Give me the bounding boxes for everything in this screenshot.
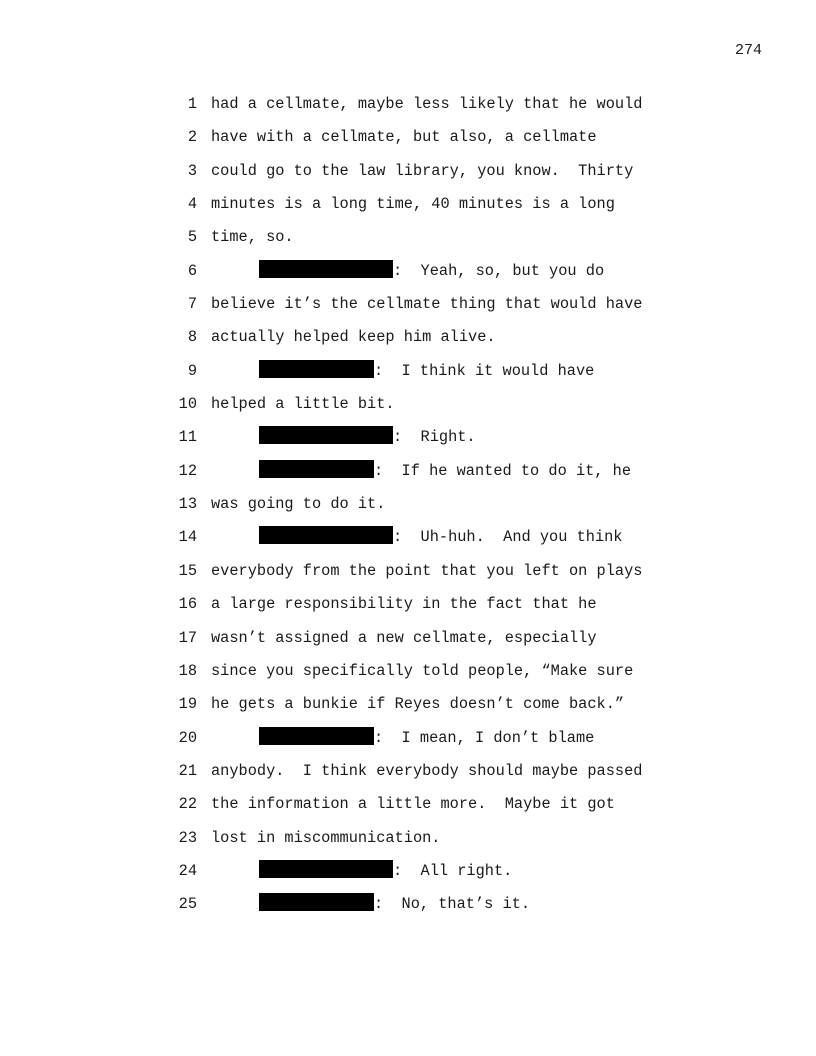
line-number: 16 bbox=[178, 595, 197, 614]
transcript-line bbox=[0, 92, 816, 125]
line-text bbox=[211, 225, 294, 249]
speaker-turn bbox=[259, 459, 631, 483]
speaker-turn bbox=[259, 259, 604, 283]
redacted-speaker-name bbox=[259, 460, 374, 478]
line-number: 7 bbox=[187, 295, 197, 314]
line-text-content: the information a little more. Maybe it got bbox=[211, 795, 615, 814]
line-text-content: lost in miscommunication. bbox=[211, 828, 441, 847]
line-number: 22 bbox=[178, 795, 197, 814]
transcript-body bbox=[0, 92, 816, 926]
line-number: 18 bbox=[178, 661, 197, 680]
line-number: 13 bbox=[178, 495, 197, 514]
line-number: 20 bbox=[178, 728, 197, 747]
line-text bbox=[211, 792, 615, 816]
redacted-speaker-name bbox=[259, 426, 393, 444]
line-text bbox=[211, 92, 642, 116]
transcript-line bbox=[0, 325, 816, 358]
transcript-line bbox=[0, 225, 816, 258]
transcript-line bbox=[0, 626, 816, 659]
line-text-content: : If he wanted to do it, he bbox=[374, 461, 632, 480]
line-number: 3 bbox=[187, 161, 197, 180]
line-text-content: believe it’s the cellmate thing that would have bbox=[211, 295, 643, 314]
redacted-speaker-name bbox=[259, 260, 393, 278]
transcript-line bbox=[0, 659, 816, 692]
line-text-content: could go to the law library, you know. Thirty bbox=[211, 161, 634, 180]
line-number: 4 bbox=[187, 195, 197, 214]
line-number: 21 bbox=[178, 761, 197, 780]
transcript-line bbox=[0, 159, 816, 192]
transcript-line bbox=[0, 359, 816, 392]
line-number: 6 bbox=[187, 261, 197, 280]
line-text-content: : I mean, I don’t blame bbox=[374, 728, 595, 747]
transcript-line bbox=[0, 525, 816, 558]
transcript-line bbox=[0, 726, 816, 759]
line-text bbox=[211, 559, 642, 583]
speaker-turn bbox=[259, 859, 512, 883]
line-number: 19 bbox=[178, 695, 197, 714]
speaker-turn bbox=[259, 359, 594, 383]
line-text bbox=[211, 592, 597, 616]
transcript-line bbox=[0, 592, 816, 625]
redacted-speaker-name bbox=[259, 727, 374, 745]
line-text-content: everybody from the point that you left on plays bbox=[211, 561, 643, 580]
speaker-turn bbox=[259, 425, 476, 449]
line-text bbox=[211, 759, 642, 783]
line-number: 2 bbox=[187, 128, 197, 147]
line-text-content: : I think it would have bbox=[374, 361, 595, 380]
transcript-line bbox=[0, 559, 816, 592]
line-text-content: : Yeah, so, but you do bbox=[393, 261, 605, 280]
line-number: 10 bbox=[178, 395, 197, 414]
line-number: 1 bbox=[187, 95, 197, 113]
transcript-line bbox=[0, 859, 816, 892]
transcript-line bbox=[0, 792, 816, 825]
transcript-line bbox=[0, 259, 816, 292]
line-text-content: : All right. bbox=[393, 861, 513, 880]
line-number: 25 bbox=[178, 895, 197, 914]
speaker-turn bbox=[259, 525, 623, 549]
transcript-line bbox=[0, 392, 816, 425]
line-text-content: time, so. bbox=[211, 228, 294, 247]
transcript-line bbox=[0, 892, 816, 925]
line-text bbox=[211, 292, 642, 316]
line-text-content: : Right. bbox=[393, 428, 476, 447]
transcript-line bbox=[0, 759, 816, 792]
line-text bbox=[211, 192, 615, 216]
line-text bbox=[211, 692, 624, 716]
line-text bbox=[211, 392, 395, 416]
line-text bbox=[211, 826, 441, 850]
line-text-content: minutes is a long time, 40 minutes is a long bbox=[211, 195, 615, 214]
line-number: 14 bbox=[178, 528, 197, 547]
redacted-speaker-name bbox=[259, 893, 374, 911]
line-text bbox=[211, 159, 633, 183]
transcript-line bbox=[0, 692, 816, 725]
speaker-turn bbox=[259, 726, 594, 750]
line-number: 15 bbox=[178, 561, 197, 580]
line-text-content: anybody. I think everybody should maybe passed bbox=[211, 761, 643, 780]
line-text-content: actually helped keep him alive. bbox=[211, 328, 496, 347]
line-text-content: helped a little bit. bbox=[211, 395, 395, 414]
transcript-line bbox=[0, 292, 816, 325]
line-text-content: he gets a bunkie if Reyes doesn’t come back.” bbox=[211, 695, 625, 714]
line-number: 17 bbox=[178, 628, 197, 647]
transcript-line bbox=[0, 459, 816, 492]
transcript-line bbox=[0, 826, 816, 859]
transcript-line bbox=[0, 125, 816, 158]
line-text bbox=[211, 325, 496, 349]
redacted-speaker-name bbox=[259, 360, 374, 378]
line-text-content: : Uh-huh. And you think bbox=[393, 528, 623, 547]
line-text bbox=[211, 626, 597, 650]
speaker-turn bbox=[259, 892, 530, 916]
line-number: 8 bbox=[187, 328, 197, 347]
line-number: 23 bbox=[178, 828, 197, 847]
line-text-content: was going to do it. bbox=[211, 495, 386, 514]
line-text-content: had a cellmate, maybe less likely that he would bbox=[211, 95, 643, 113]
redacted-speaker-name bbox=[259, 860, 393, 878]
line-text bbox=[211, 659, 633, 683]
transcript-line bbox=[0, 425, 816, 458]
transcript-line bbox=[0, 192, 816, 225]
line-number: 24 bbox=[178, 861, 197, 880]
line-number: 9 bbox=[187, 361, 197, 380]
line-text bbox=[211, 492, 385, 516]
line-number: 12 bbox=[178, 461, 197, 480]
line-text-content: since you specifically told people, “Make sure bbox=[211, 661, 634, 680]
line-text bbox=[211, 125, 597, 149]
line-text-content: wasn’t assigned a new cellmate, especially bbox=[211, 628, 597, 647]
redacted-speaker-name bbox=[259, 526, 393, 544]
line-text-content: have with a cellmate, but also, a cellmate bbox=[211, 128, 597, 147]
line-text-content: : No, that’s it. bbox=[374, 895, 531, 914]
page-number: 274 bbox=[734, 42, 762, 59]
line-number: 11 bbox=[178, 428, 197, 447]
line-text-content: a large responsibility in the fact that he bbox=[211, 595, 597, 614]
line-number: 5 bbox=[187, 228, 197, 247]
transcript-line bbox=[0, 492, 816, 525]
